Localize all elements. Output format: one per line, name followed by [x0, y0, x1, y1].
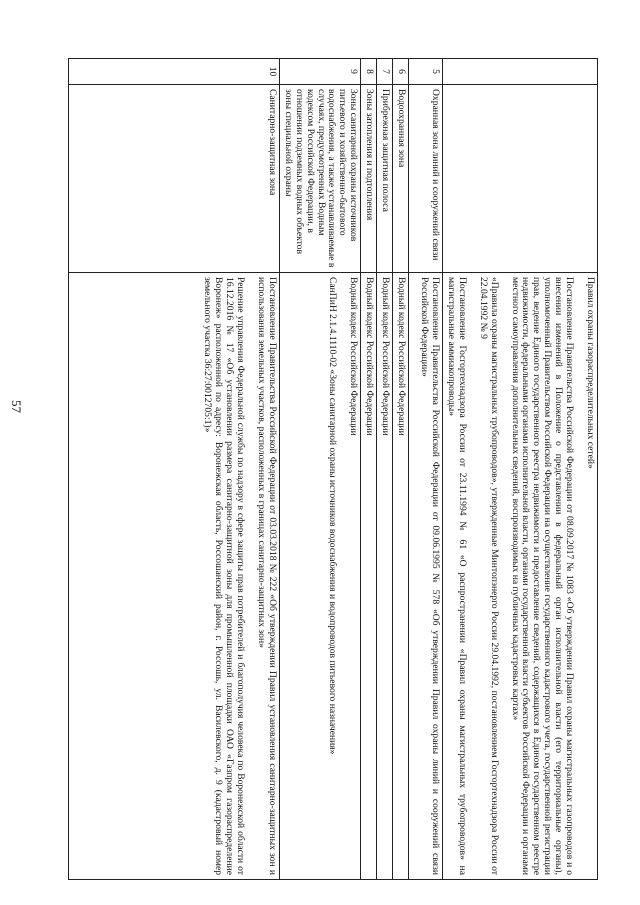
zone-name	[443, 85, 598, 273]
regulatory-documents	[393, 273, 409, 880]
document-reference: Постановление Правительства Российской Федерации от 03.03.2018 № 222 «Об утверждении Правил установления санитарно-защитных зон и использования земельных участков, расположенных в границах санитарно-защитных зон»	[256, 277, 278, 875]
regulatory-documents	[279, 273, 360, 880]
document-reference: Водный кодекс Российской Федерации	[348, 277, 360, 436]
regulatory-documents	[69, 273, 280, 880]
zone-name: Прибрежная защитная полоса	[377, 85, 393, 273]
document-reference: Водный кодекс Российской Федерации	[396, 277, 408, 436]
document-reference: Решение управления Федеральной службы по надзору в сфере защиты прав потребителей и благополучия человека по Воронежской области от 16.12.2016 № 17 «Об установлении размера санитарно-защитной зоны для промышленной площадки ОАО «Газпром газораспределение Воронеж» расположенной по адресу: Воронежская область, Россошанский район, г. Россошь, ул. Василевского, д. 9 (кадастровый номер земельного участка 36:27:0012705:1)»	[202, 277, 247, 875]
zone-name: Водоохранная зона	[393, 85, 409, 273]
document-reference: СанПиН 2.1.4.1110-02 «Зоны санитарной охраны источников водоснабжения и водопроводов питьевого назначения»	[327, 277, 339, 755]
row-number: 6	[393, 59, 409, 85]
document-reference: Водный кодекс Российской Федерации	[364, 277, 376, 436]
zone-name: Санитарно-защитная зона	[69, 85, 280, 273]
row-number: 8	[361, 59, 377, 85]
row-number: 9	[279, 59, 360, 85]
page-number: 57	[9, 400, 24, 413]
table-row	[393, 59, 409, 880]
rotated-table-page	[68, 58, 598, 880]
row-number: 10	[69, 59, 280, 85]
document-reference: «Правила охраны магистральных трубопроводов», утвержденные Минтопэнерго России 29.04.1992, постановлением Госгортехнадзора России от 22.04.1992 № 9	[477, 277, 500, 875]
table-row	[69, 59, 280, 880]
zone-name: Зоны затопления и подтопления	[361, 85, 377, 273]
table-row	[409, 59, 443, 880]
row-number: 7	[377, 59, 393, 85]
regulatory-documents	[377, 273, 393, 880]
zone-name: Зоны санитарной охраны источников питьевого и хозяйственно-бытового водоснабжения, а также устанавливаемые в случаях, предусмотренных Водным кодексом Российской Федерации, в отношении подземных водных объектов зоны специальной охраны	[279, 85, 360, 273]
regulatory-documents	[361, 273, 377, 880]
table-row	[361, 59, 377, 880]
regulatory-documents	[443, 273, 598, 880]
row-number: 5	[409, 59, 443, 85]
document-reference: Постановление Правительства Российской Федерации от 09.06.1995 № 578 «Об утверждении Правил охраны линий и сооружений связи Российской Федерации»	[419, 277, 442, 875]
regulatory-documents	[409, 273, 443, 880]
zone-name: Охранная зона линий и сооружений связи	[409, 85, 443, 273]
table-row	[443, 59, 598, 880]
document-reference: Водный кодекс Российской Федерации	[380, 277, 392, 436]
table-row	[279, 59, 360, 880]
zones-table	[68, 58, 598, 880]
document-reference: Постановление Госгортехнадзора России от 23.11.1994 № 61 «О распространении «Правил охраны магистральных трубопроводов» на магистральные аммиакопроводы»	[445, 277, 468, 875]
document-reference: Постановление Правительства Российской Федерации от 08.09.2017 № 1083 «Об утверждении Правил охраны магистральных газопроводов и о внесении изменений в Положение о представлении в федеральный орган исполнительной власти (его территориальные органы), уполномоченный Правительством Российской Федерации на осуществление государственного кадастрового учета, государственной регистрации прав, ведение Единого государственного реестра недвижимости и предоставление сведений, содержащихся в Едином государственном реестре недвижимости, федеральными органами исполнительной власти, органами государственной власти субъектов Российской Федерации и органами местного самоуправления дополнительных сведений, воспроизводимых на публичных кадастровых картах»	[509, 277, 576, 875]
document-reference: Правил охраны газораспределительных сетей»	[585, 277, 596, 469]
table-row	[377, 59, 393, 880]
row-number	[443, 59, 598, 85]
